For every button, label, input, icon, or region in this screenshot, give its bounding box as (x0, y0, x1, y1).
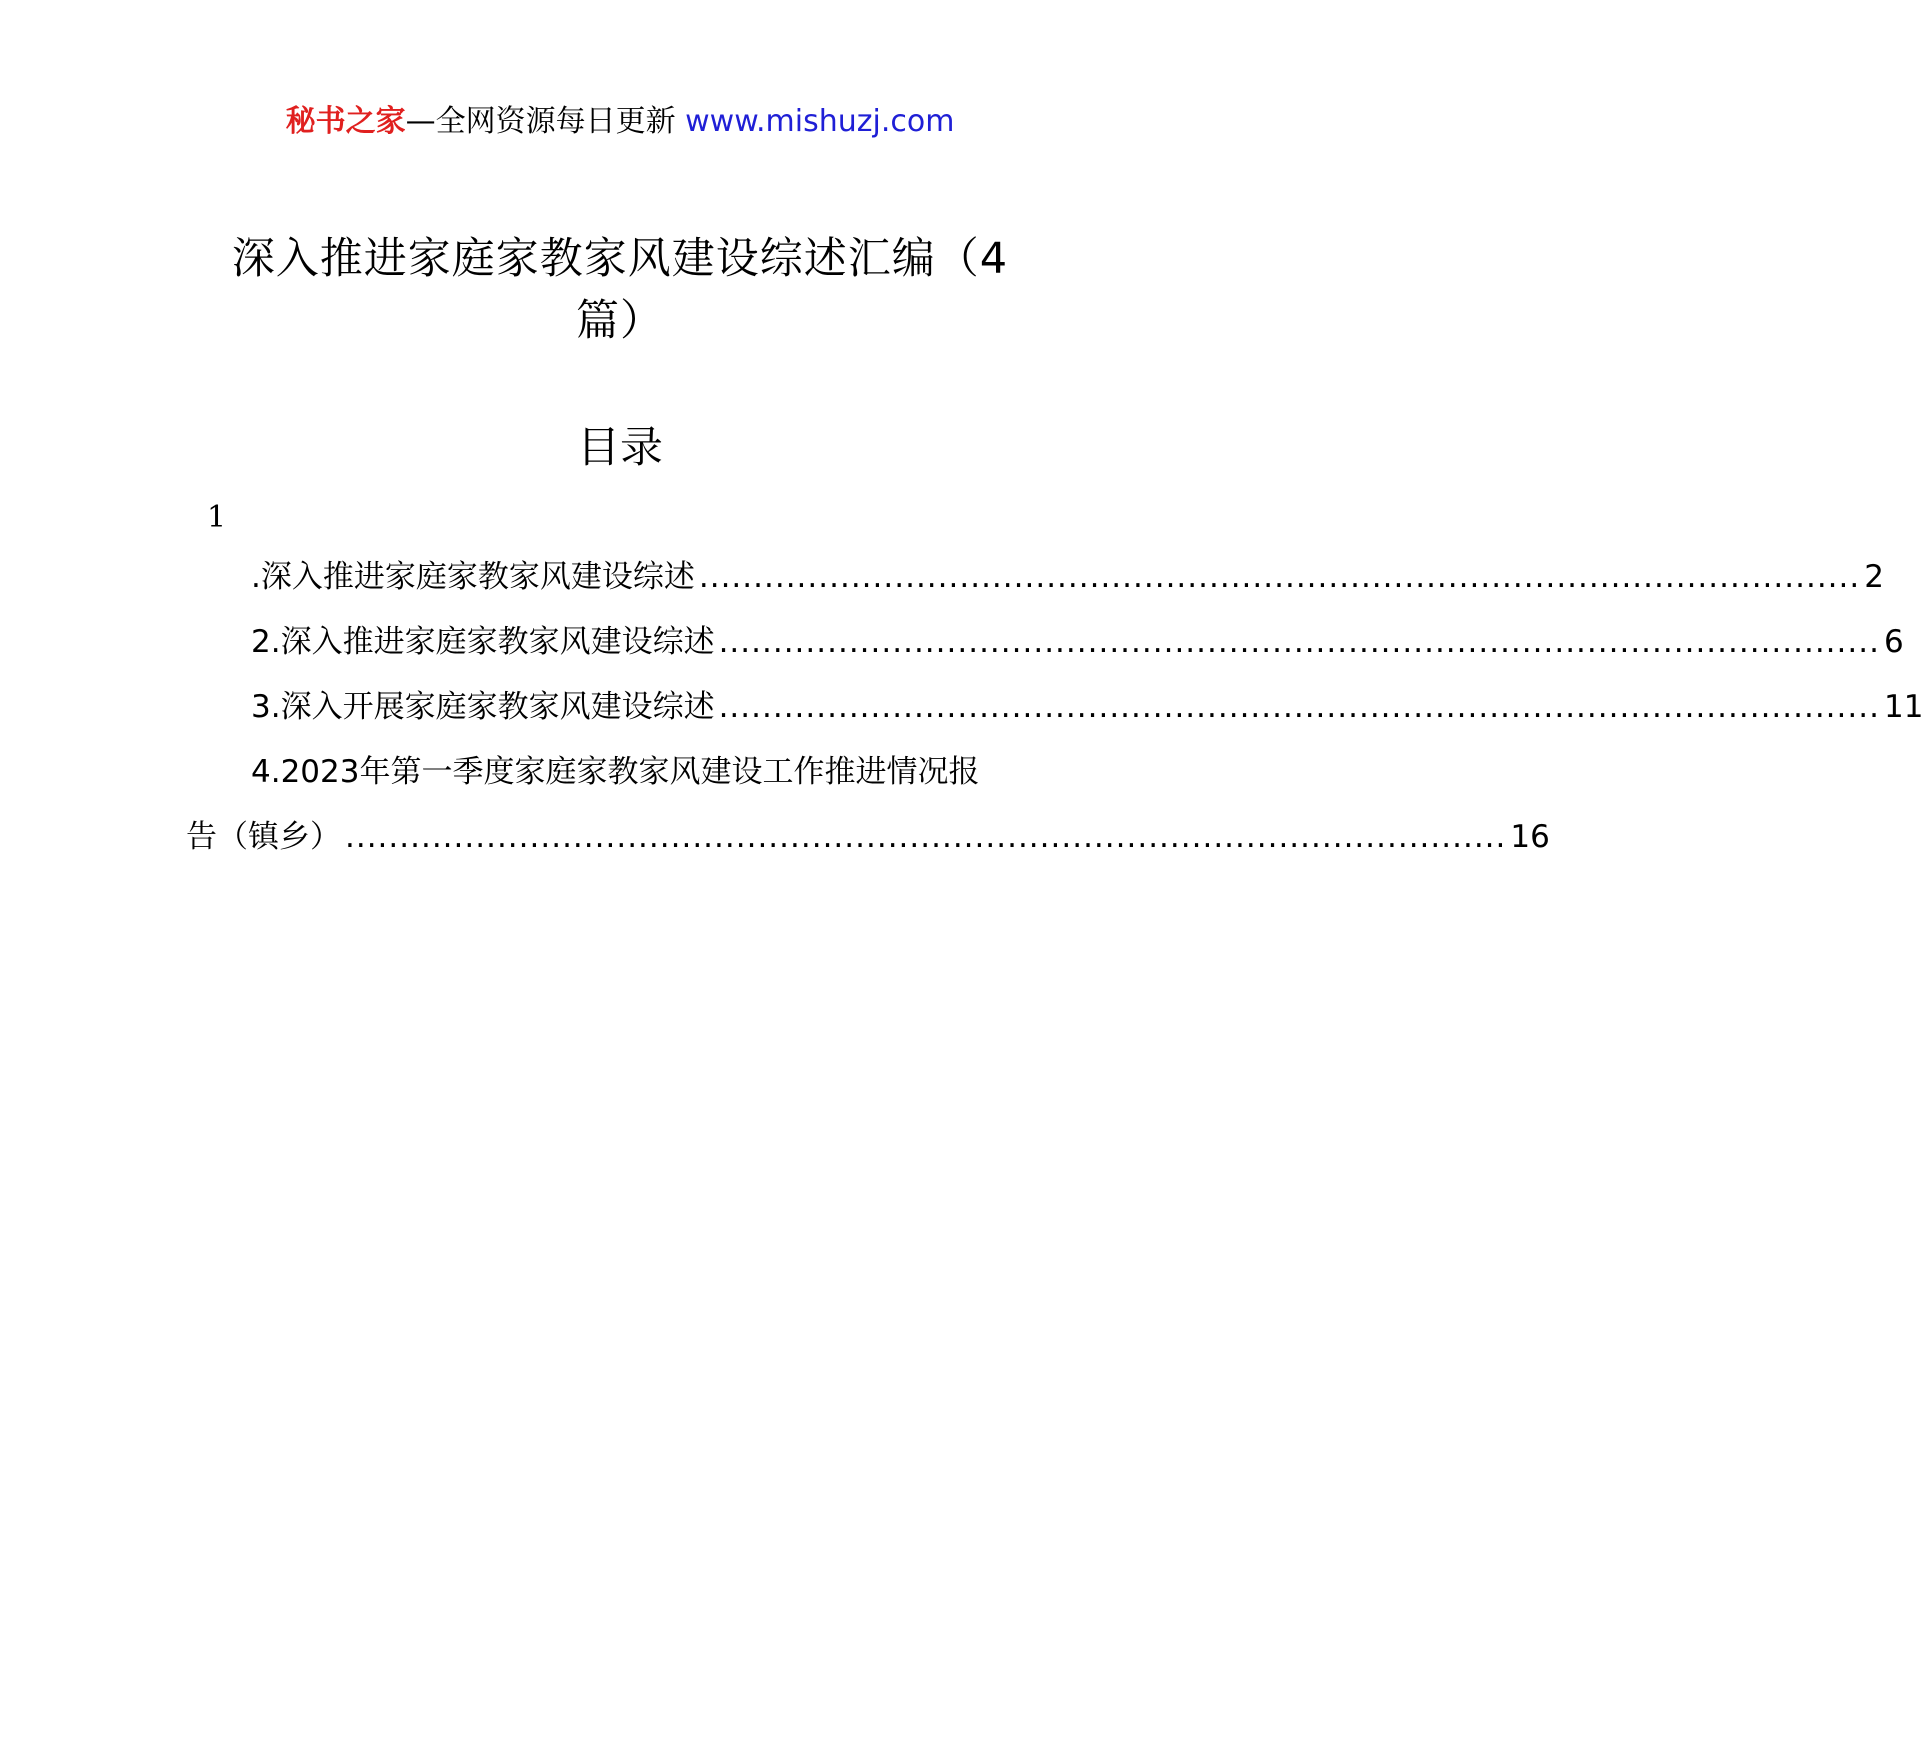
site-url-link[interactable]: www.mishuzj.com (685, 104, 955, 139)
toc-leader-dots: ........................................................................................................... (718, 689, 1880, 725)
toc-leader-dots: ........................................................................................................... (718, 624, 1880, 660)
toc-entry-1[interactable] (251, 555, 1884, 599)
toc-entry-4-line-2[interactable] (186, 815, 1550, 859)
toc-entry-label: 告（镇乡） (186, 819, 341, 855)
toc-page-number: 11 (1883, 689, 1923, 725)
toc-entry-2[interactable] (251, 620, 1904, 664)
toc-entry-label: 4.2023年第一季度家庭家教家风建设工作推进情况报 (251, 754, 980, 790)
brand-name: 秘书之家 (285, 104, 406, 139)
stray-number: 1 (207, 500, 227, 535)
toc-leader-dots: ........................................................................................................... (698, 559, 1861, 595)
toc-entry-label: 3.深入开展家庭家教家风建设综述 (251, 689, 715, 725)
document-title: 深入推进家庭家教家风建设综述汇编（4篇） (231, 234, 1009, 346)
toc-entry-3[interactable] (251, 685, 1923, 729)
toc-heading: 目录 (577, 423, 663, 473)
toc-page-number: 6 (1883, 624, 1904, 660)
site-header (0, 102, 1240, 142)
toc-leader-dots: ........................................................................................................... (345, 819, 1507, 855)
header-slogan: —全网资源每日更新 (405, 104, 676, 139)
toc-entry-label: .深入推进家庭家教家风建设综述 (251, 559, 695, 595)
toc-entry-label: 2.深入推进家庭家教家风建设综述 (251, 624, 715, 660)
toc-page-number: 2 (1864, 559, 1884, 595)
toc-entry-4-line-1[interactable] (251, 750, 1048, 794)
toc-page-number: 16 (1510, 819, 1550, 855)
